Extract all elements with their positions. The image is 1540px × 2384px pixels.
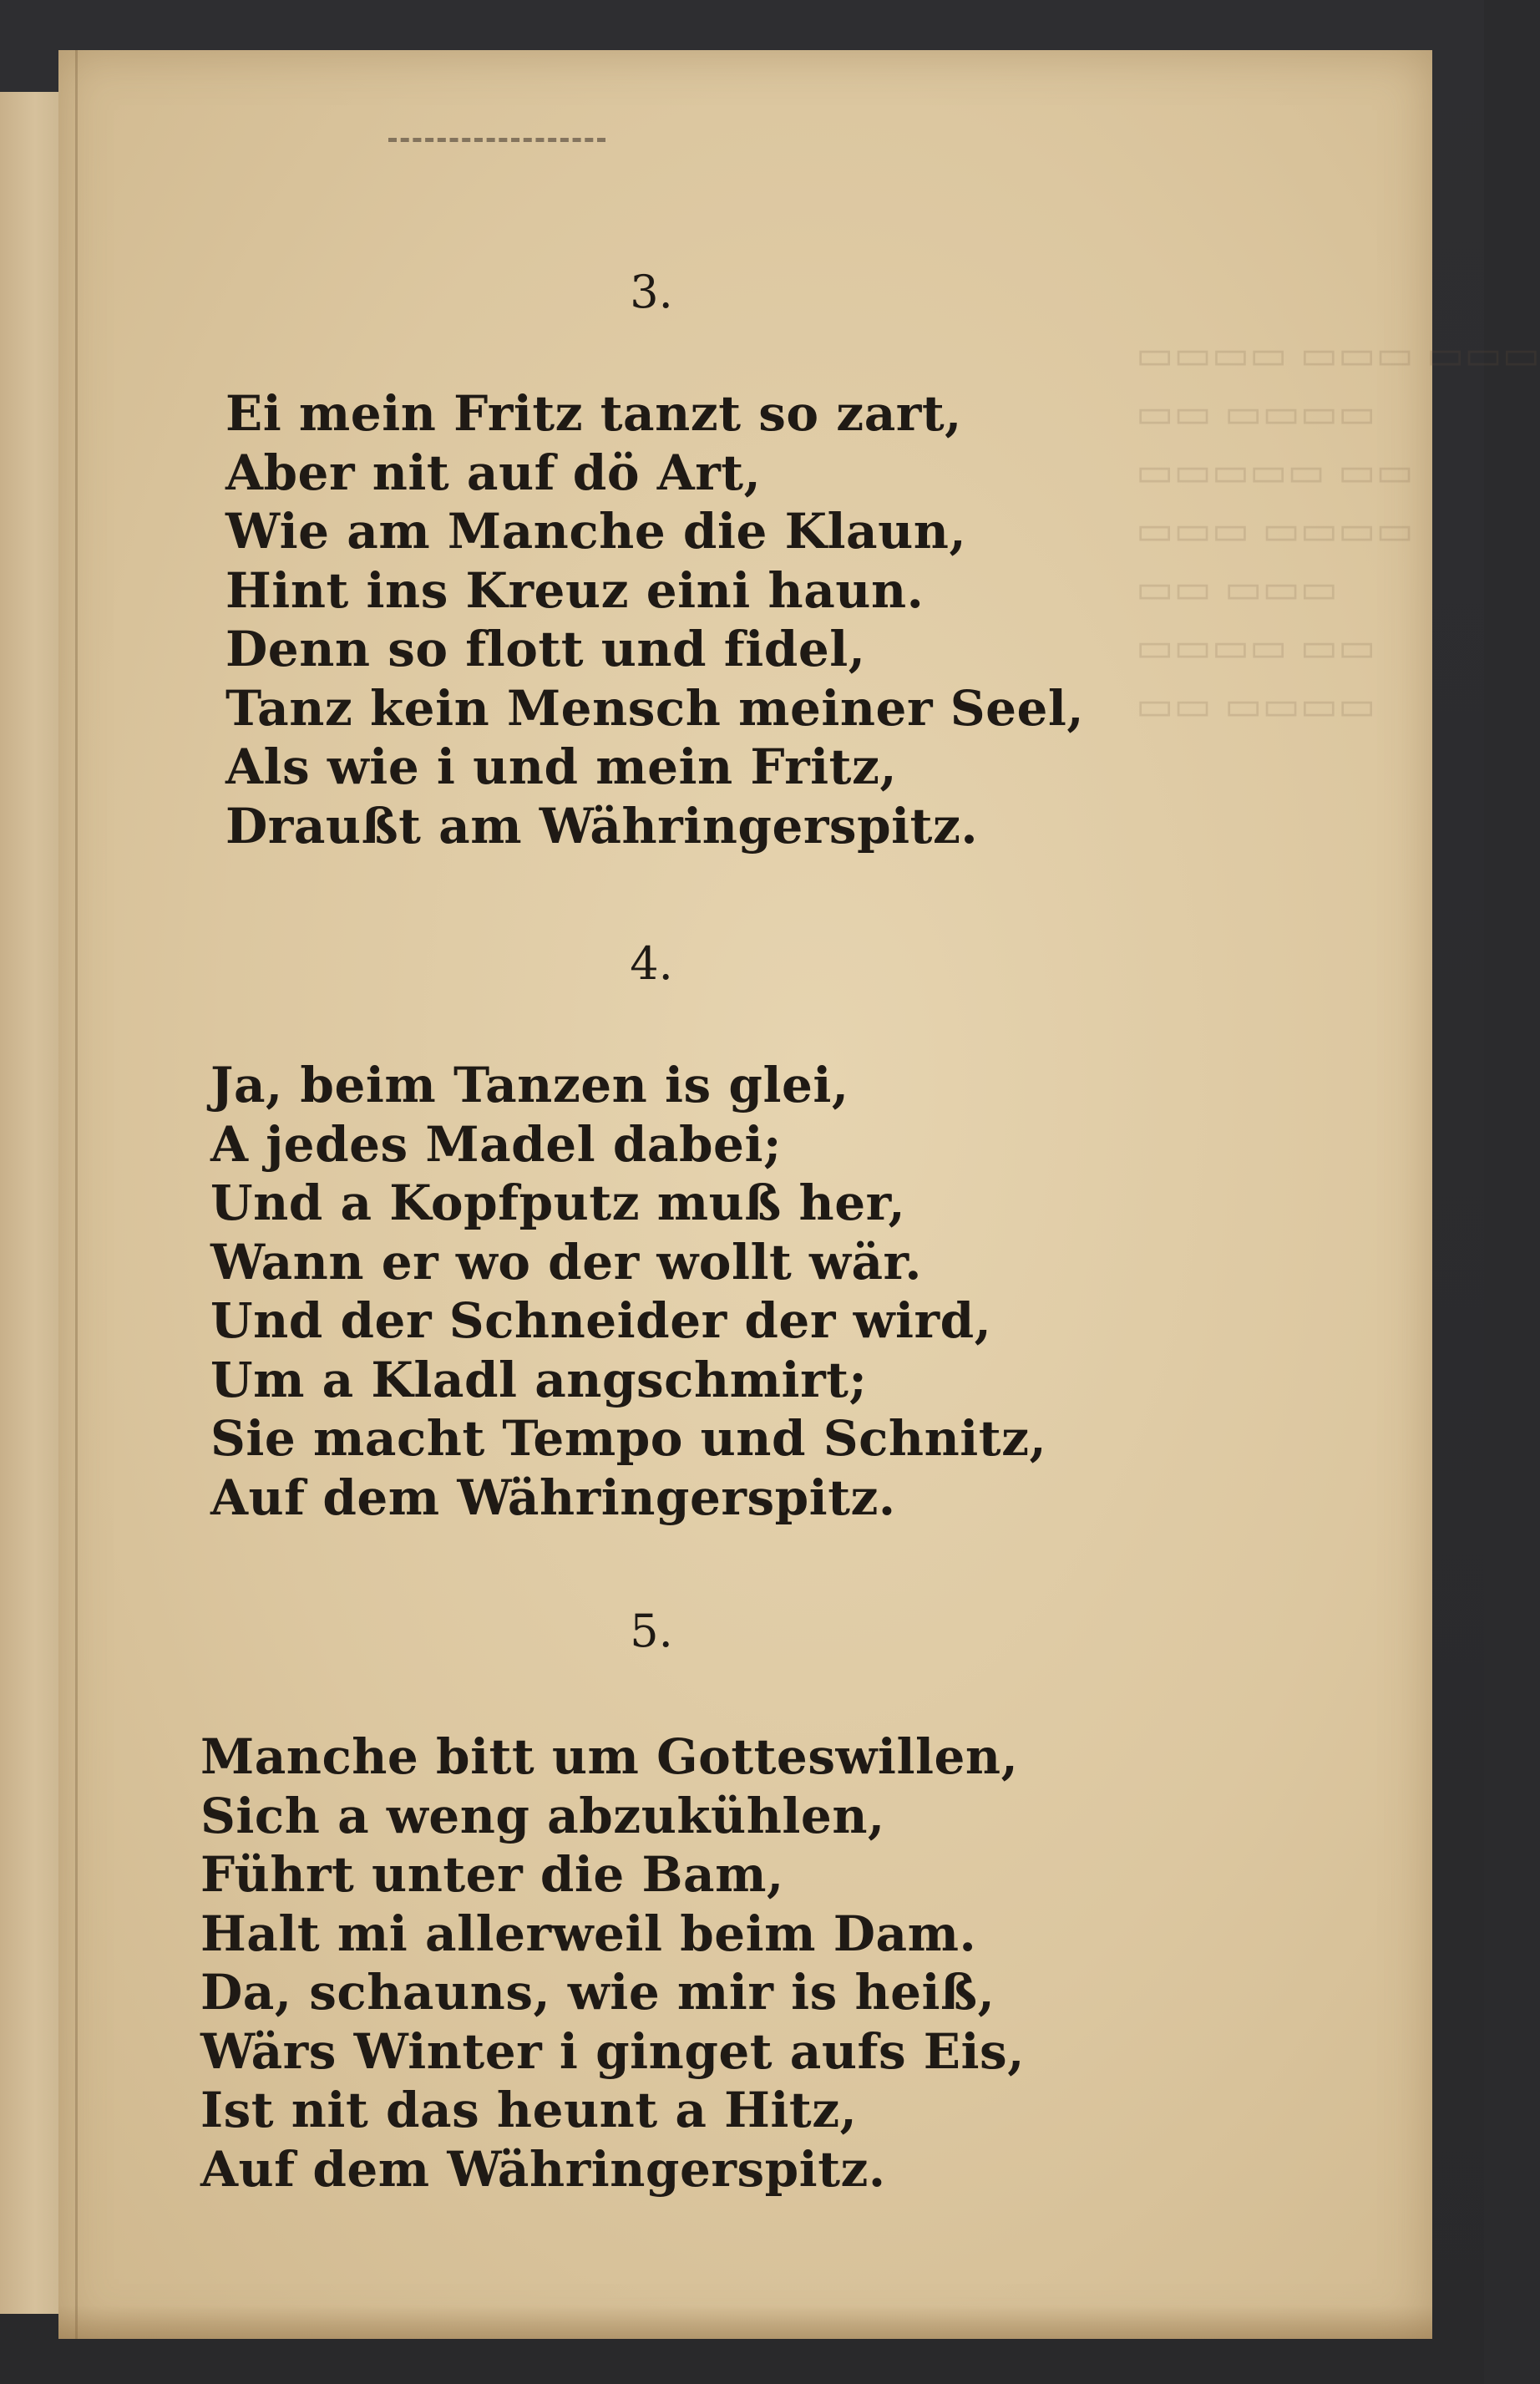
page-fold <box>75 50 78 2339</box>
stanza-number: 3. <box>630 266 673 318</box>
verse-line: Manche bitt um Gotteswillen, <box>200 1728 1019 1785</box>
verse-line: Tanz kein Mensch meiner Seel, <box>225 679 1085 737</box>
verse-line: Ja, beim Tanzen is glei, <box>210 1057 849 1113</box>
verse-line: Auf dem Währingerspitz. <box>210 1468 896 1526</box>
verse-line: A jedes Madel dabei; <box>210 1115 782 1173</box>
stanza-4 <box>210 1056 1077 1527</box>
bleed-through: ▭▭▭▭ ▭▭▭ ▭▭▭ ▭▭ ▭▭▭▭ ▭▭▭▭▭ ▭▭ ▭▭▭ ▭▭▭▭ ▭▭ ▭▭▭ ▭▭▭▭ ▭▭ ▭▭ ▭▭▭▭ <box>1136 332 1540 729</box>
verse-line: Denn so flott und fidel, <box>225 621 866 677</box>
verse-line: Wann er wo der wollt wär. <box>210 1233 922 1291</box>
verse-line: Und a Kopfputz muß her, <box>210 1174 906 1231</box>
verse-line: Da, schauns, wie mir is heiß, <box>200 1964 995 2021</box>
stanza-5 <box>200 1727 1077 2199</box>
facing-page-edge <box>0 92 60 2314</box>
verse-line: Draußt am Währingerspitz. <box>225 797 979 855</box>
stanza-number: 5. <box>630 1605 673 1657</box>
verse-line: Halt mi allerweil beim Dam. <box>200 1905 977 1962</box>
poem <box>200 259 1085 2199</box>
verse-line: Sich a weng abzukühlen, <box>200 1787 885 1844</box>
verse-line: Aber nit auf dö Art, <box>225 444 762 501</box>
verse-line: Ei mein Fritz tanzt so zart, <box>225 385 962 442</box>
verse-line: Wärs Winter i ginget aufs Eis, <box>200 2022 1025 2080</box>
smudge-mark <box>388 129 605 148</box>
verse-line: Als wie i und mein Fritz, <box>225 738 898 795</box>
stanza-number: 4. <box>630 937 673 990</box>
verse-line: Wie am Manche die Klaun, <box>225 503 967 560</box>
verse-line: Sie macht Tempo und Schnitz, <box>210 1410 1047 1467</box>
verse-line: Ist nit das heunt a Hitz, <box>200 2082 858 2138</box>
stanza-3 <box>225 384 1085 855</box>
verse-line: Und der Schneider der wird, <box>210 1292 992 1349</box>
page-shadow <box>58 2305 1432 2339</box>
verse-line: Auf dem Währingerspitz. <box>200 2140 886 2198</box>
verse-line: Führt unter die Bam, <box>200 1846 784 1903</box>
verse-line: Um a Kladl angschmirt; <box>210 1351 868 1408</box>
verse-line: Hint ins Kreuz eini haun. <box>225 561 925 619</box>
